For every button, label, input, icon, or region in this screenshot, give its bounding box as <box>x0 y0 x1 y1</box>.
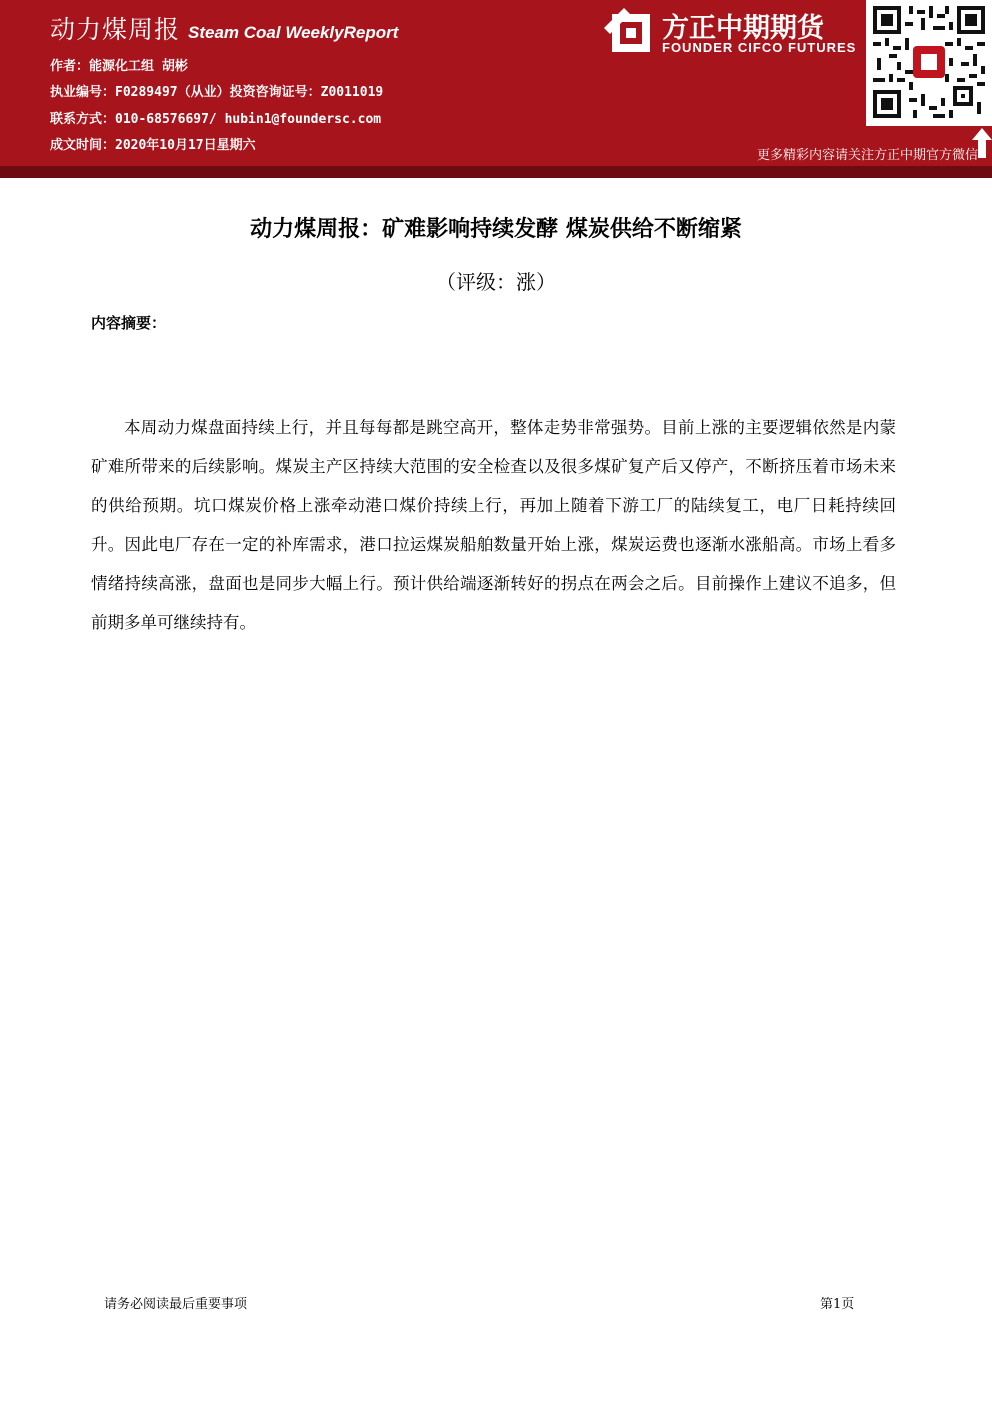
summary-paragraph: 本周动力煤盘面持续上行，并且每每都是跳空高开，整体走势非常强势。目前上涨的主要逻辑依然是内蒙矿难所带来的后续影响。煤炭主产区持续大范围的安全检查以及很多煤矿复产后又停产，不断挤压着市场未来的供给预期。坑口煤炭价格上涨牵动港口煤价持续上行，再加上随着下游工厂的陆续复工，电厂日耗持续回升。因此电厂存在一定的补库需求，港口拉运煤炭船舶数量开始上涨，煤炭运费也逐渐水涨船高。市场上看多情绪持续高涨，盘面也是同步大幅上行。预计供给端逐渐转好的拐点在两会之后。目前操作上建议不追多，但前期多单可继续持有。 <box>91 418 896 632</box>
date-line: 成文时间：2020年10月17日星期六 <box>50 138 256 153</box>
author-line: 作者：能源化工组 胡彬 <box>50 59 188 74</box>
footer-disclaimer-notice: 请务必阅读最后重要事项 <box>104 1297 248 1312</box>
company-name-en: FOUNDER CIFCO FUTURES <box>662 40 857 55</box>
company-name-zh: 方正中期期货 <box>662 13 824 44</box>
header-divider <box>0 166 992 178</box>
qr-code-icon <box>873 6 985 118</box>
contact-line: 联系方式：010-68576697/ hubin1@foundersc.com <box>50 112 382 127</box>
wechat-follow-text: 更多精彩内容请关注方正中期官方微信 <box>756 148 978 163</box>
page-number: 第1页 <box>820 1297 855 1312</box>
wechat-qr-code <box>866 0 992 126</box>
rating-label: （评级：涨） <box>436 270 556 294</box>
license-line: 执业编号：F0289497（从业）投资咨询证号：Z0011019 <box>50 85 384 100</box>
document-title: 动力煤周报：矿难影响持续发酵 煤炭供给不断缩紧 <box>250 217 742 242</box>
summary-heading: 内容摘要： <box>91 314 167 332</box>
report-title-zh: 动力煤周报 <box>50 15 181 44</box>
company-logo <box>604 6 859 58</box>
company-logo-icon <box>604 8 654 58</box>
report-title <box>50 10 398 46</box>
report-title-en: Steam Coal WeeklyReport <box>188 23 399 42</box>
